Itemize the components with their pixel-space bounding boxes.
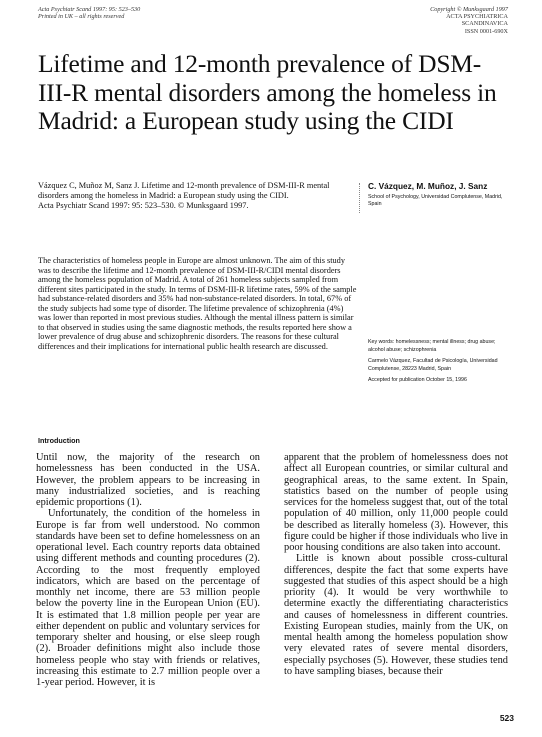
printed-line: Printed in UK – all rights reserved	[38, 13, 125, 21]
correspondence-address: Carmelo Vázquez, Facultad de Psicología, Universidad Complutense, 28223 Madrid, Spain	[368, 358, 498, 372]
article-sidenote	[368, 339, 513, 389]
section-heading: Introduction	[38, 436, 80, 445]
paragraph: Little is known about possible cross-cultural differences, despite the fact that some experts have suggested that studies of this aspect should be a high priority (4). It would be very worthwhile to determine exactly the differentiating characteristics and causes of homelessness in different countries. Existing European studies, mainly from the UK, on mental health among the homeless population show very elevated rates of severe mental disorders, especially psychoses (5). However, these studies tend to have sampling biases, because their	[284, 553, 508, 677]
author-list: C. Vázquez, M. Muñoz, J. Sanz	[368, 181, 488, 191]
paragraph: Unfortunately, the condition of the homeless in Europe is far from well understood. No common standards have been set to define homelessness on an operational level. Each country reports data obtained using different methods and counting procedures (2). According to the most frequently employed indicators, which are based on the percentage of monthly net income, there are 53 million people below the poverty line in the European Union (EU). It is estimated that 1.8 million people per year are either dependent on public and voluntary services for temporary shelter and housing, or else sleep rough (2). Broader definitions might also include those homeless people who stay with friends or relatives, increasing this estimate to 2.7 million people over a 1-year period. However, it is	[36, 508, 260, 688]
journal-name-line1: ACTA PSYCHIATRICA	[446, 13, 508, 21]
publisher-header	[356, 6, 508, 35]
acceptance-date: Accepted for publication October 15, 1996	[368, 377, 467, 383]
journal-citation-line: Acta Psychiatr Scand 1997: 95: 523–530	[38, 6, 141, 13]
citation-block	[38, 181, 353, 210]
abstract: The characteristics of homeless people in Europe are almost unknown. The aim of this study was to describe the lifetime and 12-month prevalence of DSM-III-R/CIDI mental disorders among the homeless population of Madrid. A total of 261 homeless subjects sampled from different sites participated in the study. In terms of DSM-III-R lifetime rates, 59% of the sample had substance-related disorders and 35% had non-substance-related disorders. In total, 67% of the study subjects had some type of disorder. The lifetime prevalence of schizophrenia (4%) was lower than reported in most previous studies. Although the mental illness pattern is similar to that observed in studies using the same diagnostic methods, the results reported here show a lower prevalence of drug abuse and schizophrenic disorders. The reasons for these cultural differences and their implications for international public health research are discussed.	[38, 256, 357, 351]
journal-header	[38, 6, 140, 20]
author-affiliation: School of Psychology, Universidad Complutense, Madrid, Spain	[368, 194, 503, 207]
article-title: Lifetime and 12-month prevalence of DSM-III-R mental disorders among the homeless in Madrid: a European study using the CIDI	[38, 49, 497, 135]
copyright-line: Copyright © Munksgaard 1997	[430, 6, 508, 13]
issn-line: ISSN 0001-690X	[464, 27, 508, 35]
page-number: 523	[499, 713, 514, 723]
body-column-right	[284, 452, 508, 677]
journal-name-line2: SCANDINAVICA	[461, 20, 508, 28]
column-divider	[359, 183, 360, 213]
paragraph: apparent that the problem of homelessness does not affect all European countries, or similar cultural and geographical areas, to the same extent. In Spain, statistics based on the number of people using services for the homeless suggest that, out of the total population of 40 million, only 11,000 people could be described as literally homeless (3). However, this figure could be higher if those individuals who live in poor housing conditions are also taken into account.	[284, 452, 508, 553]
body-column-left	[36, 452, 260, 688]
keywords: Key words: homelessness; mental illness; drug abuse; alcohol abuse; schizophrenia	[368, 339, 496, 353]
citation-text: Vázquez C, Muñoz M, Sanz J. Lifetime and 12-month prevalence of DSM-III-R mental disorders among the homeless in Madrid: a European study using the CIDI.	[38, 181, 330, 200]
citation-journal: Acta Psychiatr Scand 1997: 95: 523–530. © Munksgaard 1997.	[38, 200, 249, 210]
paragraph: Until now, the majority of the research on homelessness has been conducted in the USA. However, the problem appears to be increasing in many industrialized societies, and is reaching epidemic proportions (1).	[36, 452, 260, 508]
